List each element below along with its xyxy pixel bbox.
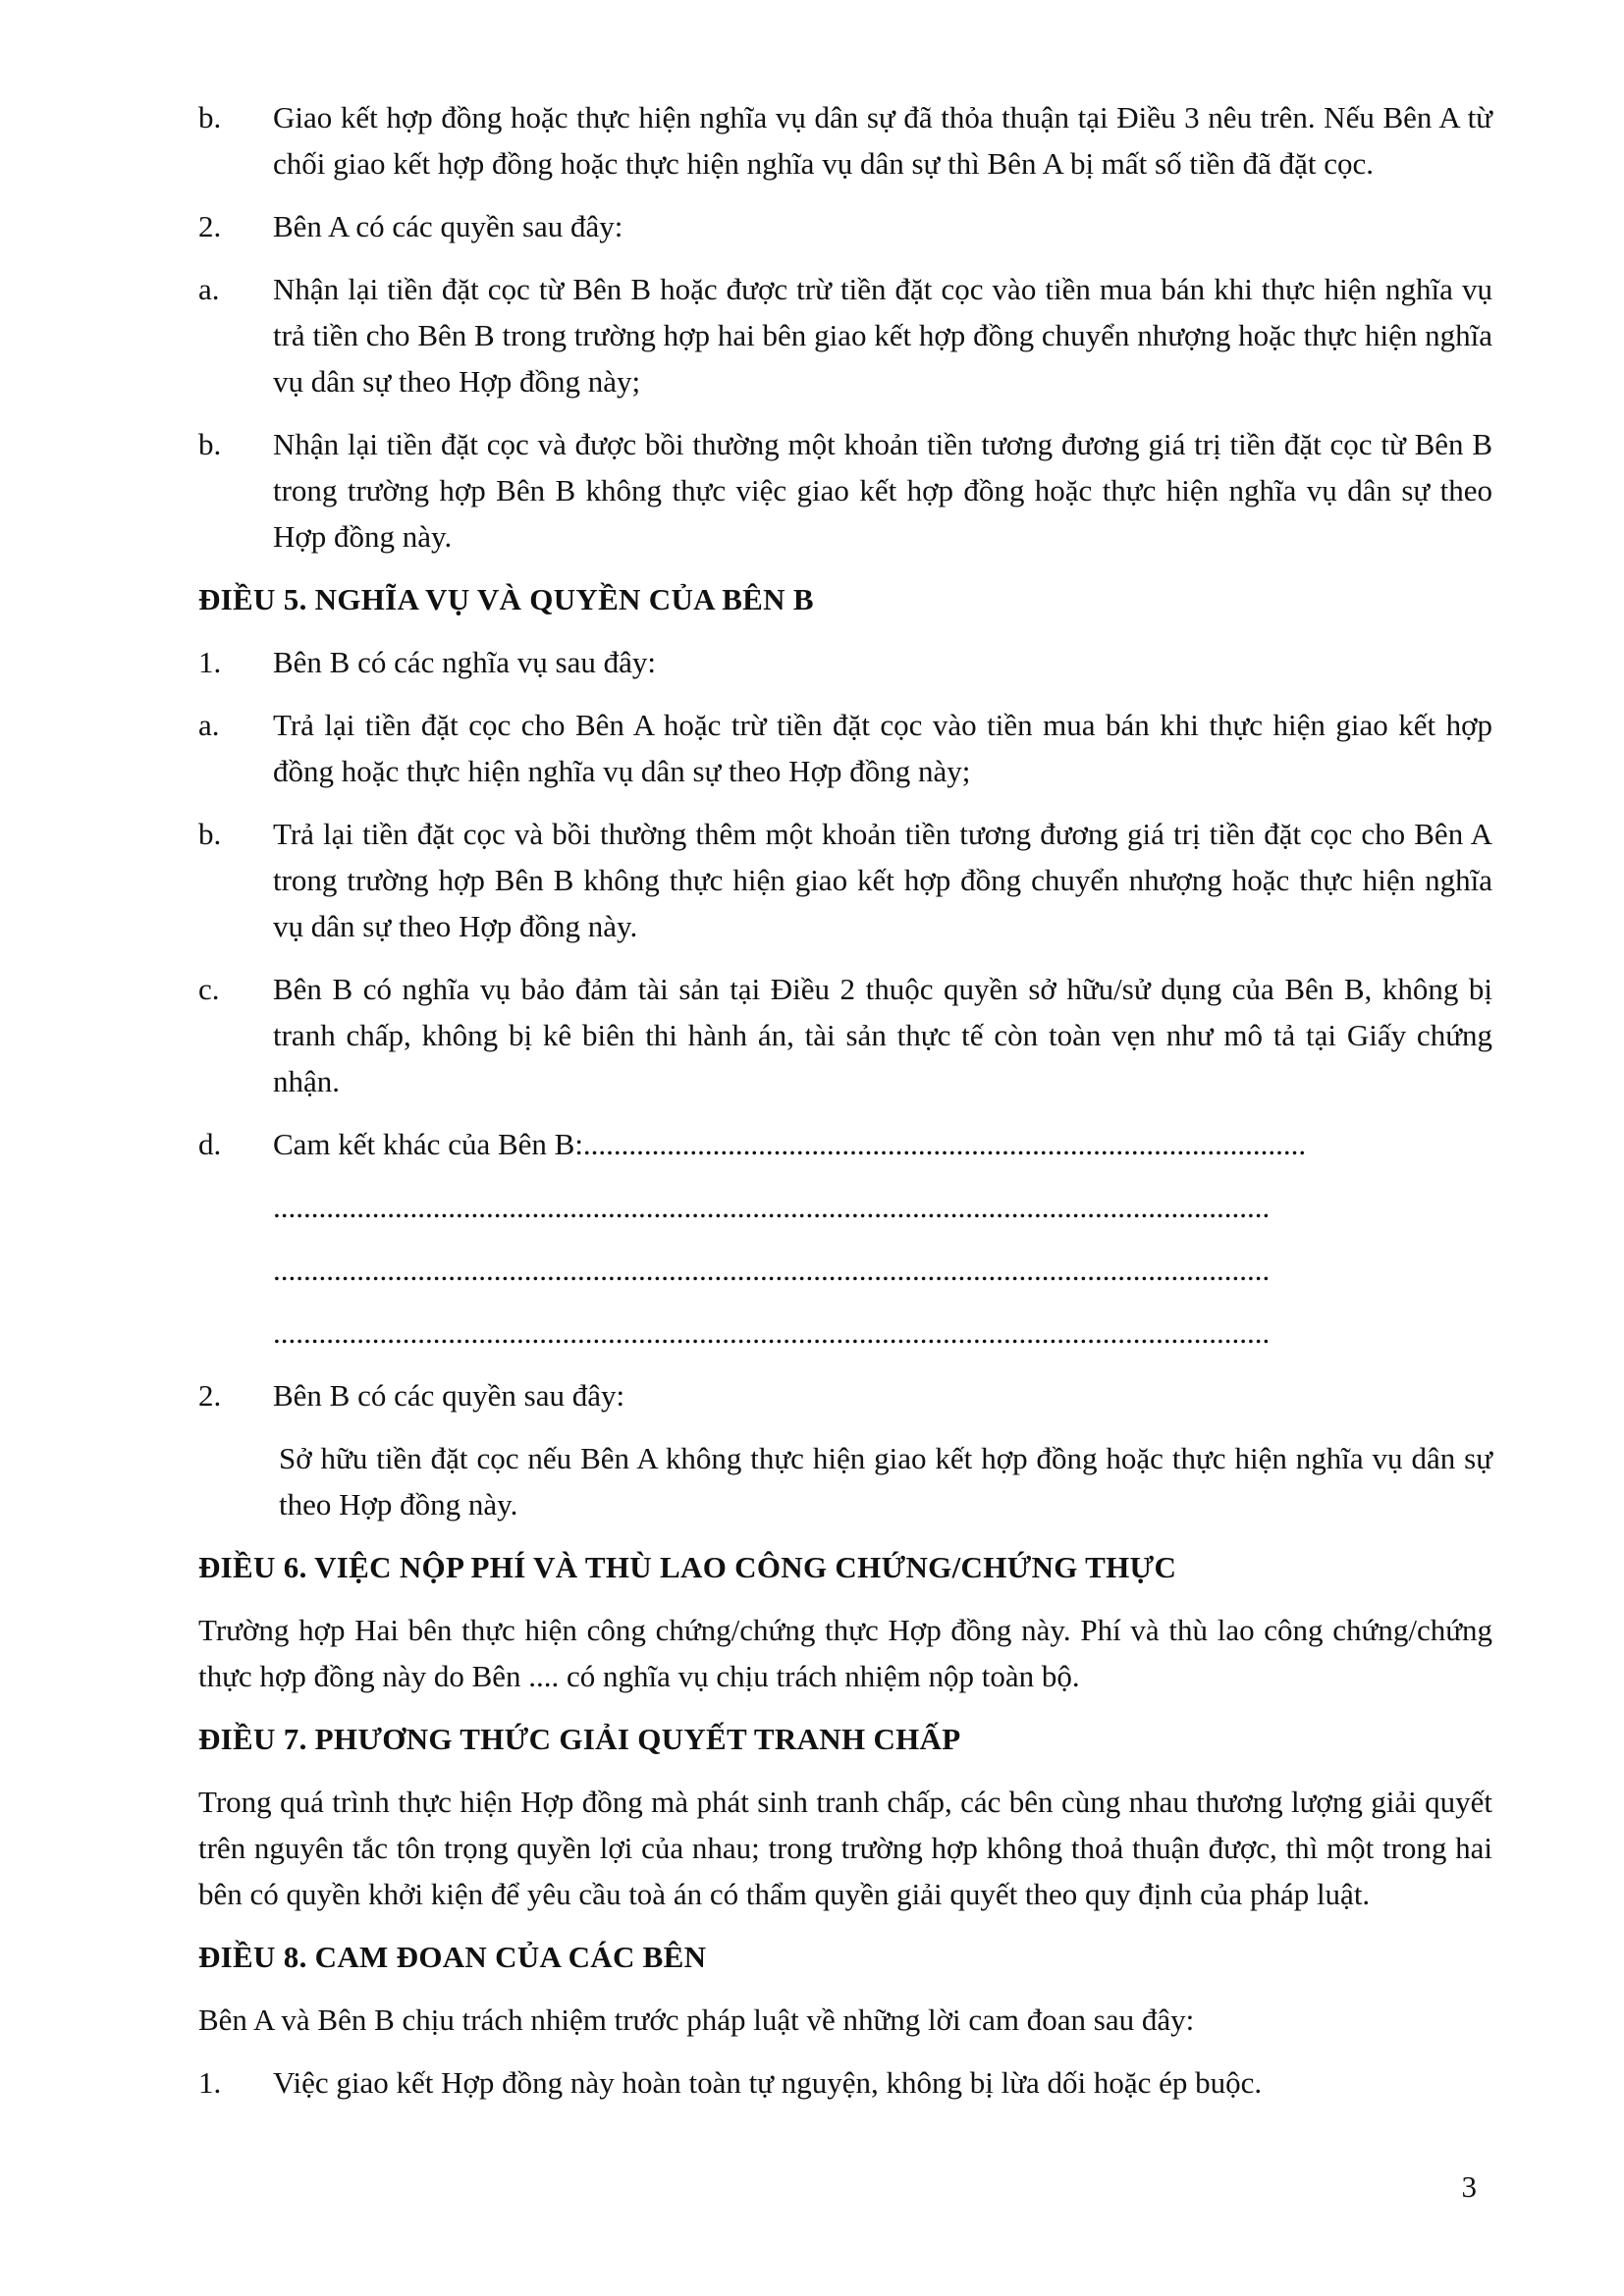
clause-5-1c — [198, 966, 1492, 1104]
item-text: Bên A có các quyền sau đây: — [273, 209, 623, 243]
clause-5-2 — [198, 1372, 1492, 1418]
fill-in-line: ................................................................................................................................... — [273, 1190, 1271, 1224]
item-label: b. — [198, 100, 222, 134]
item-text: Nhận lại tiền đặt cọc từ Bên B hoặc được trừ tiền đặt cọc vào tiền mua bán khi thực hiện nghĩa vụ trả tiền cho Bên B trong trường hợp hai bên giao kết hợp đồng chuyển nhượng hoặc thực hiện nghĩa vụ dân sự theo Hợp đồng này; — [273, 272, 1492, 399]
item-label: 1. — [198, 645, 222, 679]
clause-5-2-text: Sở hữu tiền đặt cọc nếu Bên A không thực hiện giao kết hợp đồng hoặc thực hiện nghĩa vụ dân sự theo Hợp đồng này. — [279, 1441, 1492, 1522]
item-text: Bên B có các quyền sau đây: — [273, 1378, 625, 1413]
article-6-text: Trường hợp Hai bên thực hiện công chứng/chứng thực Hợp đồng này. Phí và thù lao công chứng/chứng thực hợp đồng này do Bên .... có nghĩa vụ chịu trách nhiệm nộp toàn bộ. — [198, 1613, 1492, 1693]
clause-4-2b — [198, 421, 1492, 560]
item-label: b. — [198, 817, 222, 851]
article-8-text: Bên A và Bên B chịu trách nhiệm trước pháp luật về những lời cam đoan sau đây: — [198, 2002, 1195, 2037]
item-text: Bên B có nghĩa vụ bảo đảm tài sản tại Điều 2 thuộc quyền sở hữu/sử dụng của Bên B, không bị tranh chấp, không bị kê biên thi hành án, tài sản thực tế còn toàn vẹn như mô tả tại Giấy chứng nhận. — [273, 972, 1492, 1098]
item-text: Trả lại tiền đặt cọc và bồi thường thêm một khoản tiền tương đương giá trị tiền đặt cọc cho Bên A trong trường hợp Bên B không thực hiện giao kết hợp đồng chuyển nhượng hoặc thực hiện nghĩa vụ dân sự theo Hợp đồng này. — [273, 817, 1492, 943]
item-text: Việc giao kết Hợp đồng này hoàn toàn tự nguyện, không bị lừa dối hoặc ép buộc. — [273, 2065, 1263, 2100]
item-text: Giao kết hợp đồng hoặc thực hiện nghĩa vụ dân sự đã thỏa thuận tại Điều 3 nêu trên. Nếu Bên A từ chối giao kết hợp đồng hoặc thực hiện nghĩa vụ dân sự thì Bên A bị mất số tiền đã đặt cọc. — [273, 100, 1492, 181]
clause-5-1d — [198, 1121, 1492, 1167]
item-label: a. — [198, 272, 220, 306]
item-label: 2. — [198, 1378, 222, 1413]
clause-5-1b — [198, 811, 1492, 949]
item-text: Cam kết khác của Bên B:............................................................................................... — [273, 1127, 1307, 1161]
document-body — [198, 94, 1492, 2122]
item-text: Trả lại tiền đặt cọc cho Bên A hoặc trừ tiền đặt cọc vào tiền mua bán khi thực hiện giao kết hợp đồng hoặc thực hiện nghĩa vụ dân sự theo Hợp đồng này; — [273, 708, 1492, 788]
fill-in-line: ................................................................................................................................... — [273, 1315, 1271, 1350]
item-text: Nhận lại tiền đặt cọc và được bồi thường một khoản tiền tương đương giá trị tiền đặt cọc từ Bên B trong trường hợp Bên B không thực việc giao kết hợp đồng hoặc thực hiện nghĩa vụ dân sự theo Hợp đồng này. — [273, 427, 1492, 554]
article-7-text: Trong quá trình thực hiện Hợp đồng mà phát sinh tranh chấp, các bên cùng nhau thương lượng giải quyết trên nguyên tắc tôn trọng quyền lợi của nhau; trong trường hợp không thoả thuận được, thì một trong hai bên có quyền khởi kiện để yêu cầu toà án có thẩm quyền giải quyết theo quy định của pháp luật. — [198, 1785, 1492, 1911]
article-7-heading: ĐIỀU 7. PHƯƠNG THỨC GIẢI QUYẾT TRANH CHẤP — [198, 1722, 961, 1756]
article-8-heading: ĐIỀU 8. CAM ĐOAN CỦA CÁC BÊN — [198, 1940, 707, 1974]
item-label: d. — [198, 1127, 222, 1161]
item-label: c. — [198, 972, 220, 1006]
clause-5-1 — [198, 639, 1492, 685]
clause-4-2a — [198, 266, 1492, 404]
article-6-heading: ĐIỀU 6. VIỆC NỘP PHÍ VÀ THÙ LAO CÔNG CHỨNG/CHỨNG THỰC — [198, 1550, 1177, 1584]
clause-4-1b — [198, 94, 1492, 187]
article-5-heading: ĐIỀU 5. NGHĨA VỤ VÀ QUYỀN CỦA BÊN B — [198, 582, 814, 616]
item-label: 1. — [198, 2065, 222, 2100]
item-text: Bên B có các nghĩa vụ sau đây: — [273, 645, 656, 679]
item-label: 2. — [198, 209, 222, 243]
item-label: b. — [198, 427, 222, 461]
page-number: 3 — [1461, 2169, 1477, 2204]
clause-8-1 — [198, 2059, 1492, 2106]
item-label: a. — [198, 708, 220, 742]
clause-5-1a — [198, 702, 1492, 794]
clause-4-2 — [198, 203, 1492, 249]
fill-in-line: ................................................................................................................................... — [273, 1253, 1271, 1287]
